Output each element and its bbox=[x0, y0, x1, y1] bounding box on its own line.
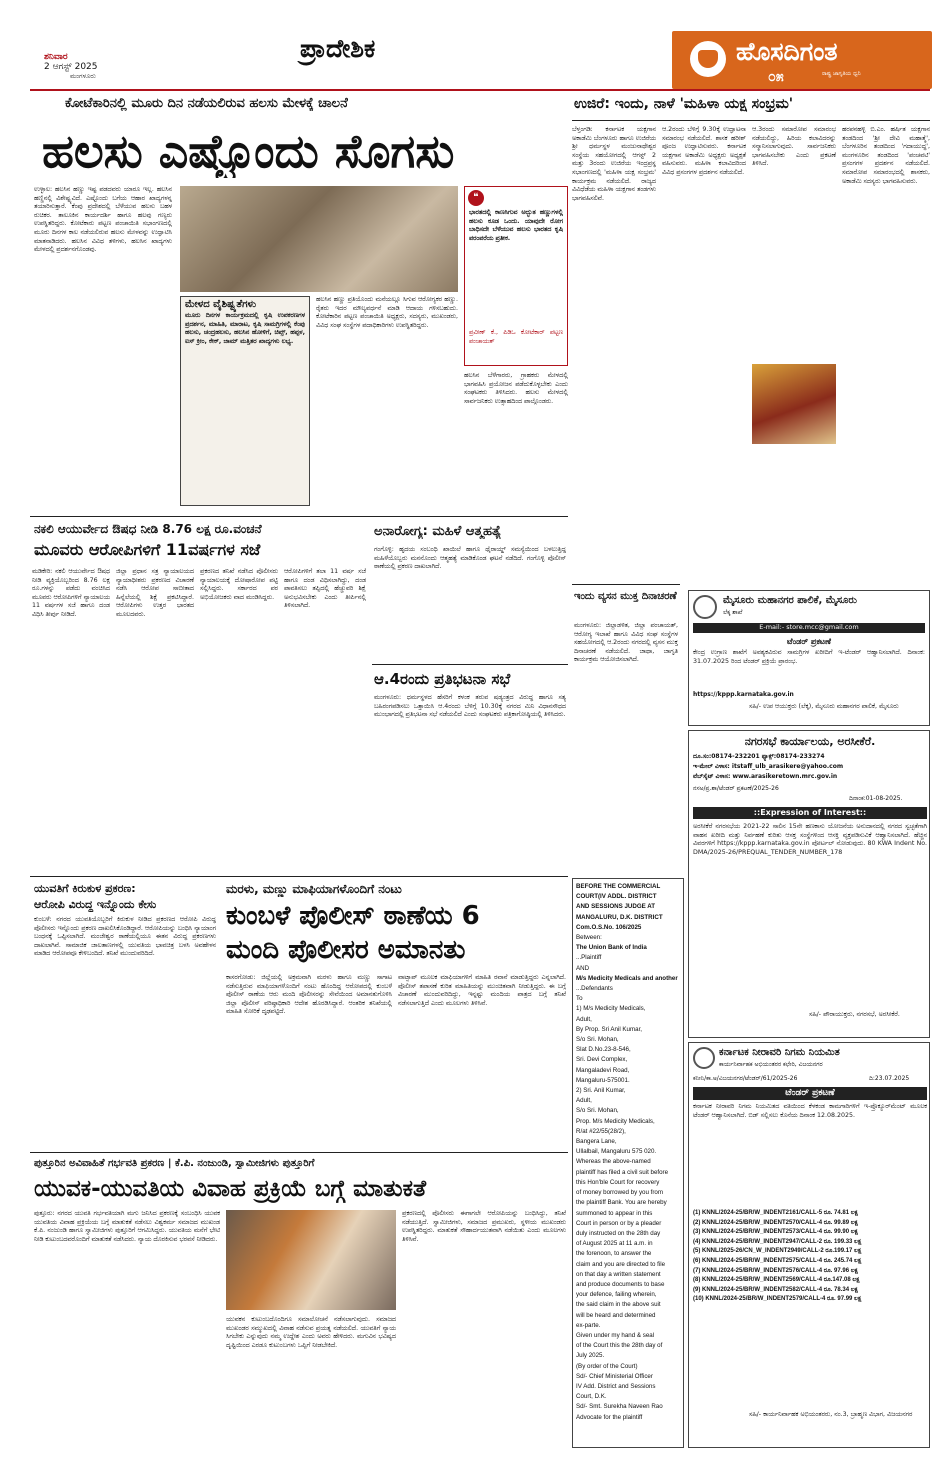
court-ad-line: Advocate for the plaintiff bbox=[576, 1413, 643, 1421]
marriage-col2: ಯುವಕನ ಕುಟುಂಬದೊಂದಿಗೂ ಸಮಾಲೋಚನೆ ನಡೆಸಲಾಗುವುದು. ಸಮಾಜದ ಮುಖಂಡರ ಸಮ್ಮುಖದಲ್ಲಿ ವಿವಾಹ ನಡೆಸುವ ಪ್ರಯತ್ನ ನಡೆಯಲಿದೆ. ಯುವತಿಗೆ ನ್ಯಾಯ ಸಿಗಬೇಕು ಎನ್ನುವುದು ನಮ್ಮ ಉದ್ದೇಶ ಎಂದು ಅವರು ಹೇಳಿದರು. ಮಗುವಿನ ಭವಿಷ್ಯದ ದೃಷ್ಟಿಯಿಂದ ಎರಡೂ ಕುಟುಂಬಗಳು ಒಪ್ಪಿಗೆ ನೀಡಬೇಕಿದೆ. bbox=[226, 1316, 396, 1349]
divider-h3 bbox=[30, 1152, 568, 1153]
logo-emblem-icon bbox=[690, 41, 726, 77]
court-ad-line: Court in person or by a pleader bbox=[576, 1219, 662, 1227]
ujire-col1: ಬೆಳ್ತಂಗಡಿ: ಕರ್ನಾಟಕ ಯಕ್ಷಗಾನ ಅಕಾಡೆಮಿ ಬೆಂಗಳೂರು ಹಾಗೂ ಉಜಿರೆಯ ಶ್ರೀ ಧರ್ಮಸ್ಥಳ ಮಂಜುನಾಥೇಶ್ವರ ಸಂಸ್ಥೆಯ ಸಹಯೋಗದಲ್ಲಿ ಆಗಸ್ಟ್ 2 ಮತ್ತು 3ರಂದು ಉಜಿರೆಯ ಇಂದ್ರಪ್ರಸ್ಥ ಸಭಾಂಗಣದಲ್ಲಿ 'ಮಹಿಳಾ ಯಕ್ಷ ಸಂಭ್ರಮ' ಕಾರ್ಯಕ್ರಮ ನಡೆಯಲಿದೆ. ರಾಜ್ಯದ ವಿವಿಧೆಡೆಯ ಮಹಿಳಾ ಯಕ್ಷಗಾನ ತಂಡಗಳು ಭಾಗವಹಿಸಲಿವೆ. bbox=[572, 126, 656, 202]
court-ad-line: S/o Sri. Mohan, bbox=[576, 1036, 619, 1044]
ayurveda-story bbox=[30, 520, 368, 872]
kni-sign: ಸಹಿ/- ಕಾರ್ಯನಿರ್ವಾಹಕ ಅಭಿಯಂತರರು, ನಂ.3, ಬ್ರಾಹ್ಮಣ ವಿಭಾಗ, ವಿಜಯನಗರ bbox=[749, 1411, 913, 1418]
court-ad-text bbox=[573, 879, 683, 1426]
court-ad-line: ...Defendants bbox=[576, 985, 613, 993]
kni-tender-item: (2) KNNL/2024-25/BR/W_INDENT2570/CALL-4 ರೂ. 99.89 ಲಕ್ಷ bbox=[693, 1219, 858, 1226]
masthead bbox=[0, 0, 945, 92]
features-text: ಮೂರು ದಿನಗಳ ಕಾರ್ಯಕ್ರಮದಲ್ಲಿ ಕೃಷಿ ಉಪಕರಣಗಳ ಪ್ರದರ್ಶನ, ಮಾಹಿತಿ, ಮಾರಾಟ, ಕೃಷಿ ಸಾಮಗ್ರಿಗಳಲ್ಲಿ ಕೆಂಪು ಹಲಸು, ಚಂದ್ರಹಲಸು, ಹಲಸಿನ ಹೋಳಿಗೆ, ಚಿಪ್ಸ್, ಹಪ್ಪಳ, ಐಸ್ ಕ್ರೀಂ, ಕೇಕ್, ಜಾಮ್ ಮತ್ತಿತರ ಖಾದ್ಯಗಳು ಲಭ್ಯ. bbox=[185, 312, 305, 345]
arsikere-sign: ಸಹಿ/- ಪೌರಾಯುಕ್ತರು, ನಗರಸಭೆ, ಅರಸೀಕೆರೆ. bbox=[809, 1011, 900, 1018]
court-ad-line: Adult, bbox=[576, 1015, 592, 1023]
ujire-rule bbox=[572, 120, 930, 121]
youth-body: ಕುಂಬಳೆ: ನಗರದ ಯುವತಿಯೊಬ್ಬರಿಗೆ ಕಿರುಕುಳ ನೀಡಿದ ಪ್ರಕರಣದ ಆರೋಪಿ ವಿರುದ್ಧ ಪೊಲೀಸರು ಇನ್ನೊಂದು ಪ್ರಕರಣ ದಾಖಲಿಸಿಕೊಂಡಿದ್ದಾರೆ. ಆರೋಪಿಯನ್ನು ಬಂಧಿಸಿ ನ್ಯಾಯಾಂಗ ಬಂಧನಕ್ಕೆ ಒಪ್ಪಿಸಲಾಗಿದೆ. ಮಂಜೇಶ್ವರ ಠಾಣೆಯಲ್ಲಿಯೂ ಈತನ ವಿರುದ್ಧ ಪ್ರಕರಣಗಳು ದಾಖಲಾಗಿವೆ. ಸಾಮಾಜಿಕ ಜಾಲತಾಣಗಳಲ್ಲಿ ಯುವತಿಯ ಭಾವಚಿತ್ರ ಬಳಸಿ ಅವಹೇಳನ ಮಾಡಿದ ಆರೋಪವೂ ಕೇಳಿಬಂದಿದೆ. ತನಿಖೆ ಮುಂದುವರಿದಿದೆ. bbox=[34, 916, 216, 958]
court-ad-line: 1) M/s Medicity Medicals, bbox=[576, 1005, 646, 1013]
ayurveda-col2: ಜಿಲ್ಲಾ ಪ್ರಧಾನ ಸತ್ರ ನ್ಯಾಯಾಲಯದ ನ್ಯಾಯಾಧೀಶರು ಪ್ರಕರಣದ ವಿಚಾರಣೆ ನಡೆಸಿ ಆರೋಪ ಸಾಬೀತಾದ ಹಿನ್ನೆಲೆಯಲ್ಲಿ ಶಿಕ್ಷೆ ಪ್ರಕಟಿಸಿದ್ದಾರೆ. ಆರೋಪಿಗಳು ಉತ್ತರ ಭಾರತದ ಮೂಲದವರು. bbox=[116, 568, 194, 618]
kni-title: ಕರ್ನಾಟಕ ನೀರಾವರಿ ನಿಗಮ ನಿಯಮಿತ bbox=[719, 1047, 840, 1058]
police-title-2: ಮಂದಿ ಪೊಲೀಸರ ಅಮಾನತು bbox=[226, 935, 466, 965]
court-ad-line: Com.O.S.No. 106/2025 bbox=[576, 923, 642, 931]
ayurveda-title: ಮೂವರು ಆರೋಪಿಗಳಿಗೆ 11ವರ್ಷಗಳ ಸಜೆ bbox=[34, 540, 261, 559]
ujire-col3: ಆ.3ರಂದು ಸಮಾರೋಪ ಸಮಾರಂಭ ನಡೆಯಲಿದ್ದು, ಹಿರಿಯ ಕಲಾವಿದರನ್ನು ಸನ್ಮಾನಿಸಲಾಗುವುದು. ಸಾರ್ವಜನಿಕರು ಭಾಗವಹಿಸಬೇಕು ಎಂದು ಪ್ರಕಟಣೆ ತಿಳಿಸಿದೆ. bbox=[752, 126, 836, 168]
quote-box bbox=[464, 186, 568, 366]
kni-tender-item: (7) KNNL/2024-25/BR/W_INDENT2576/CALL-4 ರೂ. 97.96 ಲಕ್ಷ bbox=[693, 1267, 858, 1274]
jackfruit-story bbox=[30, 94, 568, 514]
kni-body: ಕರ್ನಾಟಕ ನೀರಾವರಿ ನಿಗಮ ನಿಯಮಿತದ ವತಿಯಿಂದ ಕೆಳಕಂಡ ಕಾಮಗಾರಿಗಳಿಗೆ ಇ-ಪ್ರೊಕ್ಯೂರ್‌ಮೆಂಟ್ ಮೂಲಕ ಟೆಂಡರ್ ಆಹ್ವಾನಿಸಲಾಗಿದೆ. ಬಿಡ್ ಸಲ್ಲಿಸಲು ಕೊನೆಯ ದಿನಾಂಕ 12.08.2025. bbox=[693, 1103, 927, 1119]
kni-sub: ಕಾರ್ಯನಿರ್ವಾಹಕ ಅಭಿಯಂತರರ ಕಛೇರಿ, ವಿಜಯನಗರ bbox=[719, 1061, 823, 1068]
court-ad-line: and produce documents to base bbox=[576, 1280, 665, 1288]
jackfruit-col3: ಹಲಸಿನ ಹಣ್ಣು ಪ್ರತಿಯೊಂದು ಮನೆಯಲ್ಲೂ ಸಿಗುವ ಆರೋಗ್ಯಕರ ಹಣ್ಣು. ರೈತರು ಇದರ ಮೌಲ್ಯವರ್ಧನೆ ಮಾಡಿ ಆದಾಯ ಗಳಿಸಬಹುದು. ಕೋಟೆಕಾರಿನ ಪಟ್ಟಣ ಪಂಚಾಯಿತಿ ಅಧ್ಯಕ್ಷರು, ಸದಸ್ಯರು, ಮುಖಂಡರು, ವಿವಿಧ ಸಂಘ ಸಂಸ್ಥೆಗಳ ಪದಾಧಿಕಾರಿಗಳು ಉಪಸ್ಥಿತರಿದ್ದರು. bbox=[316, 296, 458, 329]
kni-tender-item: (8) KNNL/2024-25/BR/W_INDENT2569/CALL-4 ರೂ.147.08 ಲಕ್ಷ bbox=[693, 1277, 860, 1284]
police-col2: ವಾಟ್ಸಾಪ್ ಮೂಲಕ ಮಾಫಿಯಾಗಳಿಗೆ ಮಾಹಿತಿ ರವಾನೆ ಮಾಡುತ್ತಿದ್ದರು ಎನ್ನಲಾಗಿದೆ. ಪೊಲೀಸ್ ತಪಾಸಣೆ ಕುರಿತ ಮಾಹಿತಿಯನ್ನು ಮುಂಚಿತವಾಗಿ ನೀಡುತ್ತಿದ್ದರು. ಈ ಬಗ್ಗೆ ವಿಚಾರಣೆ ಮುಂದುವರಿದಿದ್ದು, ಇನ್ನಷ್ಟು ಮಂದಿಯ ಪಾತ್ರದ ಬಗ್ಗೆ ತನಿಖೆ ನಡೆಸಲಾಗುತ್ತಿದೆ ಎಂದು ಮೂಲಗಳು ತಿಳಿಸಿವೆ. bbox=[398, 974, 566, 1007]
arsikere-web: ವೆಬ್‌ಸೈಟ್ ವಿಳಾಸ: www.arasikeretown.mrc.gov.in bbox=[693, 773, 838, 780]
ujire-col2: ಆ.2ರಂದು ಬೆಳಿಗ್ಗೆ 9.30ಕ್ಕೆ ಉದ್ಘಾಟನಾ ಸಮಾರಂಭ ನಡೆಯಲಿದೆ. ಶಾಸಕ ಹರೀಶ್ ಪೂಂಜ ಉದ್ಘಾಟಿಸುವರು. ಕರ್ನಾಟಕ ಯಕ್ಷಗಾನ ಅಕಾಡೆಮಿ ಅಧ್ಯಕ್ಷರು ಅಧ್ಯಕ್ಷತೆ ವಹಿಸುವರು. ಮಹಿಳಾ ಕಲಾವಿದರಿಂದ ವಿವಿಧ ಪ್ರಸಂಗಗಳ ಪ್ರದರ್ಶನ ನಡೆಯಲಿದೆ. bbox=[662, 126, 746, 176]
court-ad-line: IV Add. District and Sessions bbox=[576, 1382, 656, 1390]
jackfruit-kicker: ಕೋಟೆಕಾರಿನಲ್ಲಿ ಮೂರು ದಿನ ನಡೆಯಲಿರುವ ಹಲಸು ಮೇಳಕ್ಕೆ ಚಾಲನೆ bbox=[65, 96, 348, 111]
divider-h2 bbox=[30, 876, 568, 877]
court-ad-line: on that day a written statement bbox=[576, 1270, 661, 1278]
court-ad-line: July 2025. bbox=[576, 1352, 605, 1360]
court-ad-line: plaintiff has filed a civil suit before bbox=[576, 1168, 669, 1176]
court-ad-line: Prop. M/s Medicity Medicals, bbox=[576, 1117, 655, 1125]
paper-logo bbox=[672, 31, 932, 89]
court-ad-line: Bangera Lane, bbox=[576, 1138, 617, 1146]
quote-icon: ❝ bbox=[468, 190, 484, 206]
protest-body: ಮಂಗಳೂರು: ಧರ್ಮಸ್ಥಳದ ಹೆಸರಿಗೆ ಕಳಂಕ ತರುವ ಷಡ್ಯಂತ್ರದ ವಿರುದ್ಧ ಹಾಗೂ ಸತ್ಯ ಬಹಿರಂಗಪಡಿಸಲು ಒತ್ತಾಯಿಸಿ ಆ.4ರಂದು ಬೆಳಿಗ್ಗೆ 10.30ಕ್ಕೆ ನಗರದ ಮಿನಿ ವಿಧಾನಸೌಧದ ಮುಂಭಾಗದಲ್ಲಿ ಪ್ರತಿಭಟನಾ ಸಭೆ ನಡೆಯಲಿದೆ ಎಂದು ಸಂಘಟಕರು ಪತ್ರಿಕಾಗೋಷ್ಠಿಯಲ್ಲಿ ತಿಳಿಸಿದರು. bbox=[374, 694, 566, 719]
marriage-col3: ಪ್ರಕರಣದಲ್ಲಿ ಪೊಲೀಸರು ಈಗಾಗಲೇ ಆರೋಪಿಯನ್ನು ಬಂಧಿಸಿದ್ದು, ತನಿಖೆ ನಡೆಯುತ್ತಿದೆ. ಸ್ವಾಮೀಜಿಗಳು, ಸಮಾಜದ ಪ್ರಮುಖರು, ಸ್ಥಳೀಯ ಮುಖಂಡರು ಉಪಸ್ಥಿತರಿದ್ದರು. ಮಾತುಕತೆ ಸೌಹಾರ್ದಯುತವಾಗಿ ನಡೆಯಿತು ಎಂದು ಮೂಲಗಳು ತಿಳಿಸಿವೆ. bbox=[402, 1210, 566, 1243]
mysuru-title: ಮೈಸೂರು ಮಹಾನಗರ ಪಾಲಿಕೆ, ಮೈಸೂರು bbox=[723, 595, 857, 606]
court-ad-line: of August 2025 at 11 a.m. in bbox=[576, 1240, 653, 1248]
court-ad-line: Sd/- Chief Ministerial Officer bbox=[576, 1372, 653, 1380]
court-ad-line: Mangaladevi Road, bbox=[576, 1066, 630, 1074]
court-ad-line: of the Court this the 28th day of bbox=[576, 1342, 663, 1350]
jackfruit-photo bbox=[180, 186, 458, 292]
ayurveda-col3: ಪ್ರಕರಣದ ತನಿಖೆ ನಡೆಸಿದ ಪೊಲೀಸರು ನ್ಯಾಯಾಲಯಕ್ಕೆ ದೋಷಾರೋಪ ಪಟ್ಟಿ ಸಲ್ಲಿಸಿದ್ದರು. ಸರ್ಕಾರದ ಪರ ಅಭಿಯೋಜಕರು ವಾದ ಮಂಡಿಸಿದ್ದರು. bbox=[200, 568, 278, 601]
court-ad-line: Ullalbail, Mangaluru 575 020. bbox=[576, 1148, 657, 1156]
kni-tender-item: (9) KNNL/2024-25/BR/W_INDENT2582/CALL-4 ರೂ. 78.34 ಲಕ್ಷ bbox=[693, 1286, 858, 1293]
features-box bbox=[180, 296, 310, 506]
police-col1: ಕಾಸರಗೋಡು: ಜಿಲ್ಲೆಯಲ್ಲಿ ಅಕ್ರಮವಾಗಿ ಮರಳು ಹಾಗೂ ಮಣ್ಣು ಸಾಗಾಟ ನಡೆಸುತ್ತಿರುವ ಮಾಫಿಯಾಗಳೊಂದಿಗೆ ನಂಟು ಹೊಂದಿದ್ದ ಆರೋಪದಲ್ಲಿ ಕುಂಬಳೆ ಪೊಲೀಸ್ ಠಾಣೆಯ ಆರು ಮಂದಿ ಪೊಲೀಸರನ್ನು ಸೇವೆಯಿಂದ ಅಮಾನತುಗೊಳಿಸಿ ಜಿಲ್ಲಾ ಪೊಲೀಸ್ ವರಿಷ್ಠಾಧಿಕಾರಿ ಆದೇಶ ಹೊರಡಿಸಿದ್ದಾರೆ. ಆಂತರಿಕ ತನಿಖೆಯಲ್ಲಿ ಮಾಹಿತಿ ಸೋರಿಕೆ ದೃಢಪಟ್ಟಿದೆ. bbox=[226, 974, 392, 1016]
anarogya-body: ಗಂಗೊಳ್ಳಿ: ಹೃದಯ ಸಂಬಂಧಿ ಖಾಯಿಲೆ ಹಾಗೂ ಥೈರಾಯ್ಡ್ ಸಮಸ್ಯೆಯಿಂದ ಬಳಲುತ್ತಿದ್ದ ಮಹಿಳೆಯೊಬ್ಬರು ಮನನೊಂದು ಆತ್ಮಹತ್ಯೆ ಮಾಡಿಕೊಂಡ ಘಟನೆ ನಡೆದಿದೆ. ಗಂಗೊಳ್ಳಿ ಪೊಲೀಸ್ ಠಾಣೆಯಲ್ಲಿ ಪ್ರಕರಣ ದಾಖಲಾಗಿದೆ. bbox=[374, 546, 566, 571]
mysuru-email: E-mail:- store.mcc@gmail.com bbox=[693, 623, 925, 633]
anarogya-title: ಅನಾರೋಗ್ಯ: ಮಹಿಳೆ ಆತ್ಮಹತ್ಯೆ bbox=[374, 524, 502, 539]
mysuru-ad bbox=[688, 590, 930, 726]
court-ad-line: R/at #22/55(28/2), bbox=[576, 1127, 626, 1135]
kni-tender-item: (3) KNNL/2024-25/BR/W_INDENT2573/CALL-4 ರೂ. 99.90 ಲಕ್ಷ bbox=[693, 1229, 858, 1236]
arsikere-ref: ನಸಅ/ಪ್ರ.ಶಾ/ಟೆಂಡರ್ ಪ್ರಕಟಣೆ/2025-26 bbox=[693, 785, 779, 792]
arsikere-phone: ದೂ.ಸಂ:08174-232201 ಫ್ಯಾಕ್ಸ್:08174-233274 bbox=[693, 753, 825, 760]
jackfruit-col4: ಹಲಸಿನ ಬೆಳೆಗಾರರು, ಗ್ರಾಹಕರು ಮೇಳದಲ್ಲಿ ಭಾಗವಹಿಸಿ ಪ್ರಯೋಜನ ಪಡೆದುಕೊಳ್ಳಬೇಕು ಎಂದು ಸಂಘಟಕರು ತಿಳಿಸಿದರು. ಹಲಸು ಮೇಳದಲ್ಲಿ ಸಾರ್ವಜನಿಕರು ಉತ್ಸಾಹದಿಂದ ಪಾಲ್ಗೊಂಡರು. bbox=[464, 372, 568, 405]
ujire-title: ಉಜಿರೆ: ಇಂದು, ನಾಳೆ 'ಮಹಿಳಾ ಯಕ್ಷ ಸಂಭ್ರಮ' bbox=[574, 96, 794, 112]
kni-tender: ಟೆಂಡರ್ ಪ್ರಕಟಣೆ bbox=[693, 1087, 927, 1100]
police-story bbox=[222, 880, 568, 1150]
court-ad-line: the forenoon, to answer the bbox=[576, 1250, 652, 1258]
court-ad-line: the said claim in the above suit bbox=[576, 1301, 661, 1309]
arsikere-title: ನಗರಸಭೆ ಕಾರ್ಯಾಲಯ, ಅರಸೀಕೆರೆ. bbox=[744, 735, 876, 748]
court-ad-line: COURT(IV ADDL. DISTRICT bbox=[576, 893, 657, 901]
court-ad-line: will be heard and determined bbox=[576, 1311, 656, 1319]
court-ad-line: AND bbox=[576, 964, 590, 972]
court-ad-line: MANGALURU, D.K. DISTRICT bbox=[576, 913, 663, 921]
quote-by: ಪ್ರವೀಣ್ ಕೆ., ಪಿಡಿಒ ಕೋಟೆಕಾರ್ ಪಟ್ಟಣ ಪಂಚಾಯತ್ bbox=[469, 329, 563, 345]
court-ad-line: AND SESSIONS JUDGE AT bbox=[576, 903, 656, 911]
day-label: ಶನಿವಾರ bbox=[44, 52, 68, 62]
masthead-rule bbox=[30, 89, 930, 91]
protest-story bbox=[372, 664, 568, 874]
nodrugs-title: ಇಂದು ವ್ಯಸನ ಮುಕ್ತ ದಿನಾಚರಣೆ bbox=[574, 591, 677, 602]
court-ad-line: By Prop. Sri Anil Kumar, bbox=[576, 1025, 643, 1033]
court-ad-line: this Hon'ble Court for recovery bbox=[576, 1178, 660, 1186]
court-ad-line: the plaintiff Bank. You are hereby bbox=[576, 1199, 667, 1207]
court-ad-line: your defence, failing wherein, bbox=[576, 1291, 657, 1299]
police-title-1: ಕುಂಬಳೆ ಪೊಲೀಸ್ ಠಾಣೆಯ 6 bbox=[226, 901, 480, 931]
nodrugs-body: ಮಂಗಳೂರು: ಜಿಲ್ಲಾಡಳಿತ, ಜಿಲ್ಲಾ ಪಂಚಾಯತ್, ಆರೋಗ್ಯ ಇಲಾಖೆ ಹಾಗೂ ವಿವಿಧ ಸಂಘ ಸಂಸ್ಥೆಗಳ ಸಹಯೋಗದಲ್ಲಿ ಆ.2ರಂದು ನಗರದಲ್ಲಿ ವ್ಯಸನ ಮುಕ್ತ ದಿನಾಚರಣೆ ನಡೆಯಲಿದೆ. ಜಾಥಾ, ಜಾಗೃತಿ ಕಾರ್ಯಕ್ರಮ ಆಯೋಜಿಸಲಾಗಿದೆ. bbox=[574, 622, 678, 664]
court-ad-line: Whereas the above-named bbox=[576, 1158, 651, 1166]
city-label: ಮಂಗಳೂರು bbox=[70, 72, 96, 80]
paper-name: ಹೊಸದಿಗಂತ bbox=[736, 37, 838, 66]
marriage-title: ಯುವಕ-ಯುವತಿಯ ವಿವಾಹ ಪ್ರಕ್ರಿಯೆ ಬಗ್ಗೆ ಮಾತುಕತೆ bbox=[34, 1176, 427, 1202]
arsikere-ad bbox=[688, 730, 930, 1038]
ayurveda-col1: ಮಡಿಕೇರಿ: ನಕಲಿ ಆಯುರ್ವೇದ ಔಷಧ ನೀಡಿ ವ್ಯಕ್ತಿಯೊಬ್ಬರಿಂದ 8.76 ಲಕ್ಷ ರೂ.ಗಳನ್ನು ಪಡೆದು ವಂಚಿಸಿದ ಮೂವರು ಆರೋಪಿಗಳಿಗೆ ನ್ಯಾಯಾಲಯ 11 ವರ್ಷಗಳ ಸಜೆ ಹಾಗೂ ದಂಡ ವಿಧಿಸಿ ತೀರ್ಪು ನೀಡಿದೆ. bbox=[32, 568, 110, 618]
kni-tender-item: (10) KNNL/2024-25/BR/W_INDENT2579/CALL-4 ರೂ. 97.99 ಲಕ್ಷ bbox=[693, 1296, 862, 1303]
arsikere-date: ದಿನಾಂಕ:01-08-2025. bbox=[849, 795, 903, 802]
youth-kicker: ಯುವತಿಗೆ ಕಿರುಕುಳ ಪ್ರಕರಣ: bbox=[34, 882, 136, 895]
mysuru-sub: ಲೆಕ್ಕ ಶಾಖೆ bbox=[723, 609, 743, 616]
page-number: ೦೫ bbox=[768, 69, 784, 85]
court-ad-line: claim and you are directed to file bbox=[576, 1260, 666, 1268]
court-ad-line: Court, D.K. bbox=[576, 1393, 607, 1401]
nodrugs-story bbox=[572, 584, 680, 874]
court-ad-line: ex-parte. bbox=[576, 1321, 601, 1329]
mysuru-sign: ಸಹಿ/- ಉಪ ಆಯುಕ್ತರು (ಲೆಕ್ಕ), ಮೈಸೂರು ಮಹಾನಗರ ಪಾಲಿಕೆ, ಮೈಸೂರು bbox=[749, 703, 899, 710]
mysuru-body: ಕೇಂದ್ರ ಉಗ್ರಾಣ ಶಾಖೆಗೆ ಅವಶ್ಯಕವಿರುವ ಸಾಮಗ್ರಿಗಳ ಖರೀದಿಗೆ ಇ-ಟೆಂಡರ್ ಆಹ್ವಾನಿಸಲಾಗಿದೆ. ದಿನಾಂಕ: 31.07.2025 ರಿಂದ ಟೆಂಡರ್ ಪ್ರಕ್ರಿಯೆ ಪ್ರಾರಂಭ. bbox=[693, 649, 925, 665]
court-ad-line: 2) Sri. Anil Kumar, bbox=[576, 1087, 626, 1095]
kni-date: ದಿ:23.07.2025 bbox=[869, 1075, 910, 1082]
court-ad-line: of money borrowed by you from bbox=[576, 1189, 664, 1197]
kni-items bbox=[693, 1209, 927, 1305]
mysuru-tender: ಟೆಂಡರ್ ಪ್ರಕಟಣೆ bbox=[787, 637, 831, 646]
ujire-col4: ಹರಪನಹಳ್ಳಿ ಬಿ.ಎಂ. ಹರ್ಷಿತ ಯಕ್ಷಗಾನ ತಂಡದಿಂದ 'ಶ್ರೀ ದೇವಿ ಮಹಾತ್ಮೆ', ಬೆಂಗಳೂರಿನ ತಂಡದಿಂದ 'ಗದಾಯುದ್ಧ', ಮಂಗಳೂರಿನ ತಂಡದಿಂದ 'ಪಂಚವಟಿ' ಪ್ರಸಂಗಗಳ ಪ್ರದರ್ಶನ ನಡೆಯಲಿದೆ. ಸಮಾರೋಪ ಸಮಾರಂಭದಲ್ಲಿ ಶಾಸಕರು, ಅಕಾಡೆಮಿ ಸದಸ್ಯರು ಭಾಗವಹಿಸುವರು. bbox=[842, 126, 930, 185]
court-ad-line: Mangaluru-575001. bbox=[576, 1076, 630, 1084]
mysuru-portal: https://kppp.karnataka.gov.in bbox=[693, 691, 794, 698]
court-ad-line: BEFORE THE COMMERCIAL bbox=[576, 883, 661, 890]
court-ad-line: Slat D.No.23-8-546, bbox=[576, 1046, 631, 1054]
paper-tagline: ರಾಷ್ಟ್ರ ಜಾಗೃತಿಯ ಧ್ವನಿ bbox=[822, 71, 861, 77]
divider-h1 bbox=[30, 516, 568, 517]
arsikere-eoi: ::Expression of Interest:: bbox=[693, 807, 927, 819]
youth-title: ಆರೋಪಿ ವಿರುದ್ಧ ಇನ್ನೊಂದು ಕೇಸು bbox=[34, 898, 157, 911]
police-kicker: ಮರಳು, ಮಣ್ಣು ಮಾಫಿಯಾಗಳೊಂದಿಗೆ ನಂಟು bbox=[226, 882, 402, 896]
marriage-photo bbox=[226, 1210, 396, 1310]
court-ad-line: summoned to appear in this bbox=[576, 1209, 653, 1217]
court-ad-line: Adult, bbox=[576, 1097, 592, 1105]
court-ad-line: Sd/- Smt. Surekha Naveen Rao bbox=[576, 1403, 663, 1411]
quote-text: ಭಾರತದಲ್ಲಿ ಕಾಣಸಿಗುವ ಅದ್ಭುತ ಹಣ್ಣುಗಳಲ್ಲಿ ಹಲಸು ಕೂಡ ಒಂದು. ಯಾವುದೇ ರೋಗ ಬಾಧಿಸದೇ ಬೆಳೆಯುವ ಹಲಸು ಭಾರತದ ಕೃಷಿ ಪರಂಪರೆಯ ಪ್ರತೀಕ. bbox=[469, 209, 563, 242]
court-ad-line: S/o Sri. Mohan, bbox=[576, 1107, 619, 1115]
jackfruit-col1: ಉಳ್ಳಾಲ: ಹಲಸಿನ ಹಣ್ಣು ಇಷ್ಟ ಪಡದವರು ಯಾರೂ ಇಲ್ಲ. ಹಲಸಿನ ಹಣ್ಣಿನಲ್ಲಿ ವಿಶೇಷ್ಟ್ಯವಿದೆ. ಎಷ್ಟೊಂದು ಬಗೆಯ ಆಹಾರ ಖಾದ್ಯಗಳನ್ನ ತಯಾರಿಸುತ್ತಾರೆ. ಕೆಂಪು ಪ್ರದೇಶದಲ್ಲಿ ಬೆಳೆಯುವ ಹಲಸು ಬಹಳ ರುಚಿಕರ. ತಾಲೂಕಿನ ಕಾರ್ಯದರ್ಶಿ ಹಾಗೂ ಹಲವು ಗಣ್ಯರು ಉಪಸ್ಥಿತರಿದ್ದರು. ಕೋಟೆಕಾರು ಪಟ್ಟಣ ಪಂಚಾಯಿತಿ ಸಭಾಂಗಣದಲ್ಲಿ ಮೂರು ದಿನಗಳ ಕಾಲ ನಡೆಯಲಿರುವ ಹಲಸು ಮೇಳವನ್ನು ಉದ್ಘಾಟಿಸಿ ಮಾತನಾಡಿದರು. ಹಲಸಿನ ವಿವಿಧ ತಳಿಗಳು, ಹಲಸಿನ ಖಾದ್ಯಗಳು ಮೇಳದಲ್ಲಿ ಪ್ರದರ್ಶನಗೊಂಡವು. bbox=[34, 186, 172, 254]
arsikere-body: ಅರಸೀಕೆರೆ ನಗರಸಭೆಯ 2021-22 ಸಾಲಿನ 15ನೇ ಹಣಕಾಸು ಯೋಜನೆಯ ಅನುದಾನದಲ್ಲಿ ನಗರದ ಸ್ವಚ್ಛತೆಗಾಗಿ ವಾಹನ ಖರೀದಿ ಮತ್ತು ನಿರ್ವಹಣೆ ಕುರಿತು ಆಸಕ್ತ ಸಂಸ್ಥೆಗಳಿಂದ ಆಸಕ್ತಿ ವ್ಯಕ್ತಪಡಿಸುವಿಕೆ ಆಹ್ವಾನಿಸಲಾಗಿದೆ. ಹೆಚ್ಚಿನ ವಿವರಗಳಿಗೆ https://kppp.karnataka.gov.in ಪೋರ್ಟಲ್ ನೋಡುವುದು. 80 KWA Indent No. DMA/2025-26/PREQUAL_TENDER_NUMBER_178 bbox=[693, 823, 927, 856]
yakshagana-photo bbox=[752, 364, 836, 444]
court-ad-line: To bbox=[576, 995, 583, 1003]
anarogya-story bbox=[372, 520, 568, 660]
court-ad-line: ...Plaintiff bbox=[576, 954, 602, 962]
date-label: 2 ಆಗಸ್ಟ್ 2025 bbox=[44, 62, 98, 72]
protest-title: ಆ.4ರಂದು ಪ್ರತಿಭಟನಾ ಸಭೆ bbox=[374, 670, 511, 688]
marriage-col1: ಪುತ್ತೂರು: ನಗರದ ಯುವತಿ ಗರ್ಭವತಿಯಾಗಿ ಮಗು ಜನಿಸಿದ ಪ್ರಕರಣಕ್ಕೆ ಸಂಬಂಧಿಸಿ ಯುವಕ ಯುವತಿಯ ವಿವಾಹ ಪ್ರಕ್ರಿಯೆಯ ಬಗ್ಗೆ ಮಾತುಕತೆ ನಡೆಸಲು ವಿಶ್ವಕರ್ಮ ಸಮಾಜದ ಮುಖಂಡ ಕೆ.ಪಿ. ನಂಜುಂಡಿ ಹಾಗೂ ಸ್ವಾಮೀಜಿಗಳು ಪುತ್ತೂರಿಗೆ ಆಗಮಿಸಿದ್ದರು. ಯುವತಿಯ ಮನೆಗೆ ಭೇಟಿ ನೀಡಿ ಕುಟುಂಬದವರೊಂದಿಗೆ ಮಾತುಕತೆ ನಡೆಸಿದರು. ನ್ಯಾಯ ದೊರಕಿಸುವ ಭರವಸೆ ನೀಡಿದರು. bbox=[34, 1210, 220, 1243]
features-title: ಮೇಳದ ವೈಶಿಷ್ಟ್ಯತೆಗಳು bbox=[185, 299, 257, 310]
kni-tender-item: (5) KNNL/2025-26/CN_W_INDENT2949/CALL-2 ರೂ.199.17 ಲಕ್ಷ bbox=[693, 1248, 862, 1255]
section-title: ಪ್ರಾದೇಶಿಕ bbox=[300, 34, 376, 63]
ujire-story bbox=[572, 94, 930, 580]
marriage-story bbox=[30, 1156, 568, 1450]
mysuru-emblem-icon bbox=[693, 595, 717, 619]
court-ad-line: Given under my hand & seal bbox=[576, 1331, 655, 1339]
kni-tender-item: (6) KNNL/2024-25/BR/W_INDENT2575/CALL-4 ರೂ. 245.74 ಲಕ್ಷ bbox=[693, 1257, 862, 1264]
jackfruit-title: ಹಲಸು ಎಷ್ಟೊಂದು ಸೊಗಸು bbox=[42, 124, 455, 178]
ayurveda-kicker: ನಕಲಿ ಆಯುರ್ವೇದ ಔಷಧ ನೀಡಿ 8.76 ಲಕ್ಷ ರೂ.ವಂಚನೆ bbox=[34, 522, 262, 536]
date-block bbox=[44, 52, 164, 81]
ayurveda-col4: ಆರೋಪಿಗಳಿಗೆ ತಲಾ 11 ವರ್ಷ ಸಜೆ ಹಾಗೂ ದಂಡ ವಿಧಿಸಲಾಗಿದ್ದು, ದಂಡ ಪಾವತಿಸಲು ತಪ್ಪಿದಲ್ಲಿ ಹೆಚ್ಚುವರಿ ಶಿಕ್ಷೆ ಅನುಭವಿಸಬೇಕು ಎಂದು ತೀರ್ಪಿನಲ್ಲಿ ತಿಳಿಸಲಾಗಿದೆ. bbox=[284, 568, 366, 610]
kni-tender-item: (4) KNNL/2024-25/BR/W_INDENT2947/CALL-2 ರೂ. 199.33 ಲಕ್ಷ bbox=[693, 1238, 862, 1245]
court-ad-line: The Union Bank of India bbox=[576, 944, 647, 952]
arsikere-email: ಇ-ಮೇಲ್ ವಿಳಾಸ: itstaff_ulb_arasikere@yahoo.com bbox=[693, 763, 844, 770]
marriage-kicker: ಪುತ್ತೂರಿನ ಅವಿವಾಹಿತೆ ಗರ್ಭವತಿ ಪ್ರಕರಣ | ಕೆ.ಪಿ. ನಂಜುಂಡಿ, ಸ್ವಾಮೀಜಿಗಳು ಪುತ್ತೂರಿಗೆ bbox=[34, 1158, 315, 1169]
court-ad-line: Sri. Devi Complex, bbox=[576, 1056, 628, 1064]
kni-ad bbox=[688, 1042, 930, 1448]
kni-ref: ಕನೀನಿ/ಕಾ.ಅ/ವಿಜಯನಗರ/ಟೆಂಡರ್/61/2025-26 bbox=[693, 1075, 798, 1082]
kni-emblem-icon bbox=[693, 1047, 715, 1069]
court-ad-line: Between: bbox=[576, 934, 602, 942]
court-ad-line: duly instructed on the 28th day bbox=[576, 1229, 661, 1237]
nodrugs-rule bbox=[572, 584, 680, 585]
kni-tender-item: (1) KNNL/2024-25/BR/W_INDENT2161/CALL-5 ರೂ. 74.81 ಲಕ್ಷ bbox=[693, 1210, 858, 1216]
youth-story bbox=[30, 880, 218, 1150]
court-ad bbox=[572, 878, 684, 1448]
protest-rule bbox=[372, 664, 568, 665]
court-ad-line: (By order of the Court) bbox=[576, 1362, 638, 1370]
court-ad-line: M/s Medicity Medicals and another bbox=[576, 974, 678, 982]
